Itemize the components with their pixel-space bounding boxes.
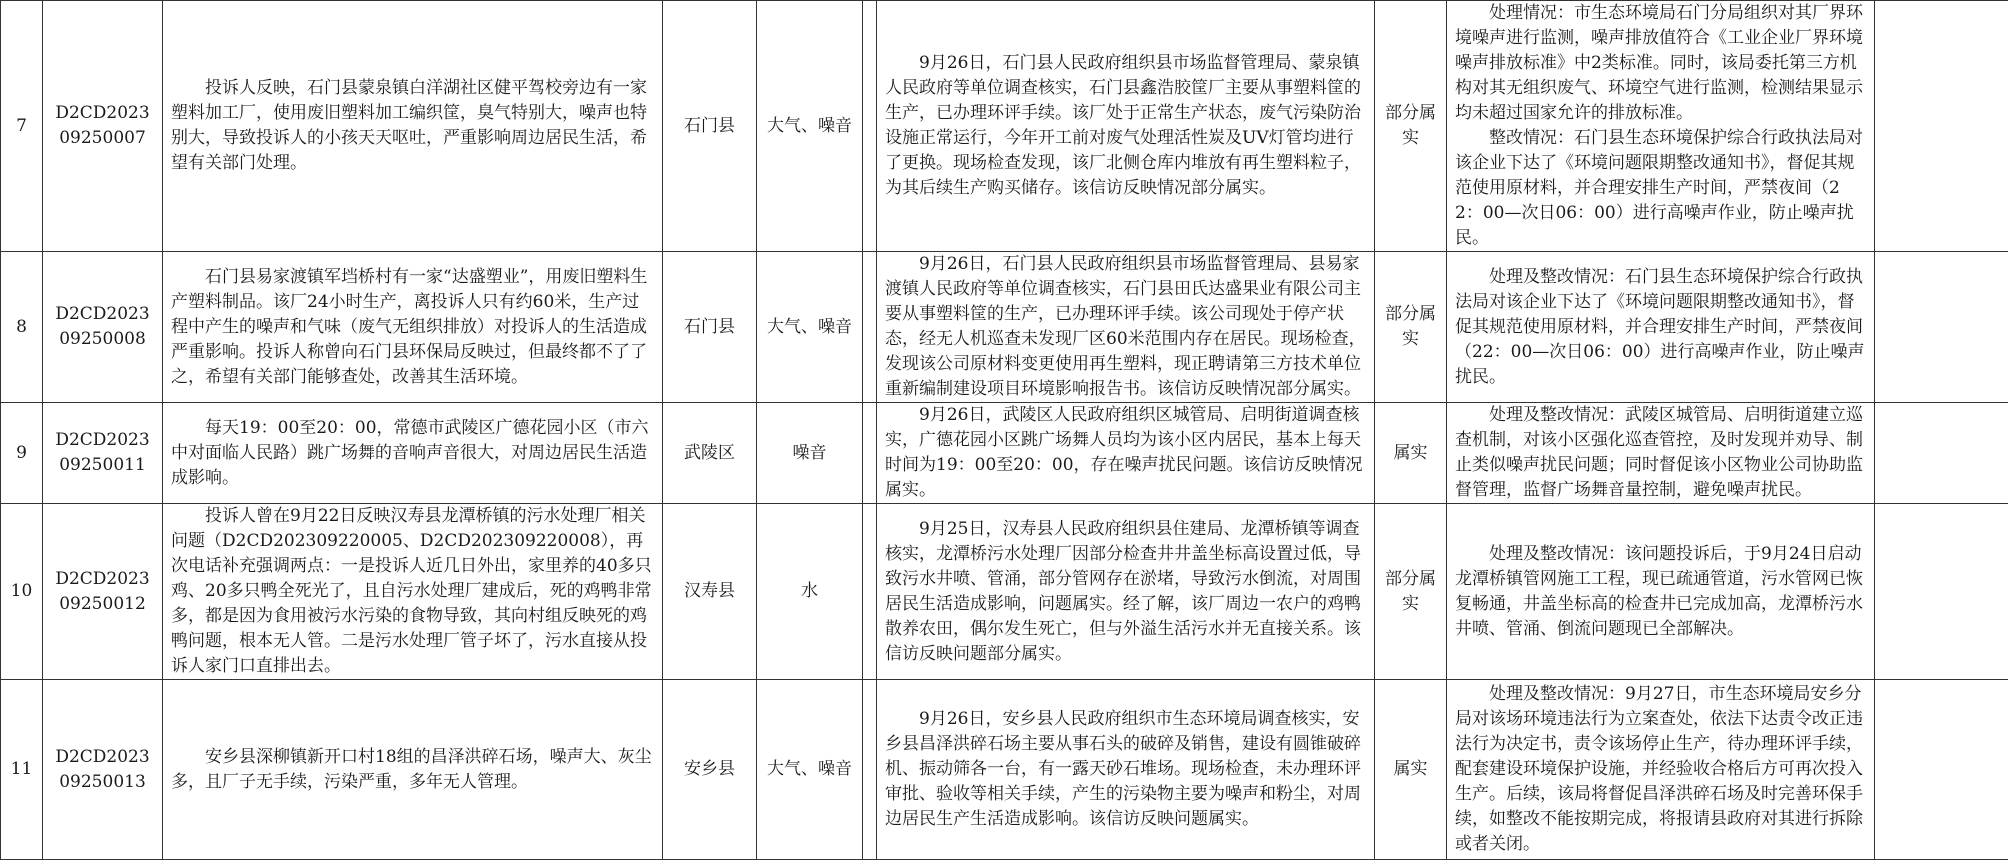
complaint-content — [163, 680, 663, 860]
case-code-line1: D2CD2023 — [51, 302, 154, 327]
handling-text: 处理及整改情况：9月27日，市生态环境局安乡分局对该场环境违法行为立案查处，依法下达责令改正违法行为决定书，责令该场停止生产，待办理环评手续，配套建设环境保护设施，并经验收合格后方可再次投入生产。后续，该局将督促昌泽洪碎石场及时完善环保手续，如整改不能按期完成，将报请县政府对其进行拆除或者关闭。 — [1455, 682, 1866, 857]
investigation-text: 9月26日，石门县人民政府组织县市场监督管理局、县易家渡镇人民政府等单位调查核实，石门县田氏达盛果业有限公司主要从事塑料筐的生产，已办理环评手续。该公司现处于停产状态，经无人机巡查未发现厂区60米范围内存在居民。现场检查，发现该公司原材料变更使用再生塑料，现正聘请第三方技术单位重新编制建设项目环境影响报告书。该信访反映情况部分属实。 — [885, 252, 1366, 402]
district: 石门县 — [663, 1, 757, 252]
verification-status: 属实 — [1375, 403, 1447, 504]
case-code-line1: D2CD2023 — [51, 101, 154, 126]
handling-text: 处理情况：市生态环境局石门分局组织对其厂界环境噪声进行监测，噪声排放值符合《工业企业厂界环境噪声排放标准》中2类标准。同时，该局委托第三方机构对其无组织废气、环境空气进行监测，检测结果显示均未超过国家允许的排放标准。 — [1455, 1, 1866, 126]
column-gap — [863, 680, 877, 860]
remarks-cell — [1875, 403, 2008, 504]
case-code-line1: D2CD2023 — [51, 428, 154, 453]
rectification-text: 整改情况：石门县生态环境保护综合行政执法局对该企业下达了《环境问题限期整改通知书》，督促其规范使用原材料，并合理安排生产时间，严禁夜间（22：00—次日06：00）进行高噪声作业，防止噪声扰民。 — [1455, 126, 1866, 251]
handling-result — [1447, 504, 1875, 680]
handling-result — [1447, 403, 1875, 504]
verification-status: 部分属实 — [1375, 504, 1447, 680]
table-row — [1, 252, 2008, 403]
handling-result — [1447, 1, 1875, 252]
row-index: 9 — [1, 403, 43, 504]
investigation-result — [877, 252, 1375, 403]
complaint-content — [163, 504, 663, 680]
investigation-text: 9月26日，武陵区人民政府组织区城管局、启明街道调查核实，广德花园小区跳广场舞人员均为该小区内居民，基本上每天时间为19：00至20：00，存在噪声扰民问题。该信访反映情况属实。 — [885, 403, 1366, 503]
row-index: 7 — [1, 1, 43, 252]
table-row — [1, 403, 2008, 504]
verification-status: 部分属实 — [1375, 1, 1447, 252]
case-code-line2: 09250013 — [51, 770, 154, 795]
investigation-text: 9月26日，安乡县人民政府组织市生态环境局调查核实，安乡县昌泽洪碎石场主要从事石头的破碎及销售，建设有圆锥破碎机、振动筛各一台，有一露天砂石堆场。现场检查，未办理环评审批、验收等相关手续，产生的污染物主要为噪声和粉尘，对周边居民生产生活造成影响。该信访反映问题属实。 — [885, 707, 1366, 832]
investigation-result — [877, 680, 1375, 860]
complaint-content — [163, 403, 663, 504]
district: 武陵区 — [663, 403, 757, 504]
investigation-text: 9月25日，汉寿县人民政府组织县住建局、龙潭桥镇等调查核实，龙潭桥污水处理厂因部分检查井井盖坐标高设置过低，导致污水井喷、管涌，部分管网存在淤堵，导致污水倒流，对周围居民生活造成影响，问题属实。经了解，该厂周边一农户的鸡鸭散养农田，偶尔发生死亡，但与外溢生活污水并无直接关系。该信访反映问题部分属实。 — [885, 517, 1366, 667]
case-code-line2: 09250012 — [51, 592, 154, 617]
verification-status: 部分属实 — [1375, 252, 1447, 403]
district: 石门县 — [663, 252, 757, 403]
case-code — [43, 252, 163, 403]
remarks-cell — [1875, 1, 2008, 252]
complaint-content — [163, 252, 663, 403]
column-gap — [863, 504, 877, 680]
column-gap — [863, 403, 877, 504]
case-code-line1: D2CD2023 — [51, 567, 154, 592]
handling-text: 处理及整改情况：武陵区城管局、启明街道建立巡查机制，对该小区强化巡查管控，及时发现并劝导、制止类似噪声扰民问题；同时督促该小区物业公司协助监督管理，监督广场舞音量控制，避免噪声扰民。 — [1455, 403, 1866, 503]
row-index: 11 — [1, 680, 43, 860]
table-row — [1, 504, 2008, 680]
investigation-result — [877, 504, 1375, 680]
pollution-type: 大气、噪音 — [757, 1, 863, 252]
complaint-content — [163, 1, 663, 252]
complaint-text: 石门县易家渡镇军垱桥村有一家“达盛塑业”，用废旧塑料生产塑料制品。该厂24小时生产，离投诉人只有约60米，生产过程中产生的噪声和气味（废气无组织排放）对投诉人的生活造成严重影响。投诉人称曾向石门县环保局反映过，但最终都不了了之，希望有关部门能够查处，改善其生活环境。 — [171, 265, 654, 390]
pollution-type: 水 — [757, 504, 863, 680]
case-code — [43, 1, 163, 252]
remarks-cell — [1875, 504, 2008, 680]
case-code — [43, 504, 163, 680]
district: 安乡县 — [663, 680, 757, 860]
row-index: 8 — [1, 252, 43, 403]
handling-text: 处理及整改情况：该问题投诉后，于9月24日启动龙潭桥镇管网施工工程，现已疏通管道，污水管网已恢复畅通，井盖坐标高的检查井已完成加高，龙潭桥污水井喷、管涌、倒流问题现已全部解决。 — [1455, 542, 1866, 642]
complaint-text: 安乡县深柳镇新开口村18组的昌泽洪碎石场，噪声大、灰尘多，且厂子无手续，污染严重，多年无人管理。 — [171, 745, 654, 795]
complaint-text: 每天19：00至20：00，常德市武陵区广德花园小区（市六中对面临人民路）跳广场舞的音响声音很大，对周边居民生活造成影响。 — [171, 416, 654, 491]
table-row — [1, 680, 2008, 860]
remarks-cell — [1875, 252, 2008, 403]
column-gap — [863, 1, 877, 252]
district: 汉寿县 — [663, 504, 757, 680]
case-code — [43, 680, 163, 860]
handling-result — [1447, 680, 1875, 860]
investigation-result — [877, 1, 1375, 252]
handling-text: 处理及整改情况：石门县生态环境保护综合行政执法局对该企业下达了《环境问题限期整改通知书》，督促其规范使用原材料，并合理安排生产时间，严禁夜间（22：00—次日06：00）进行高噪声作业，防止噪声扰民。 — [1455, 265, 1866, 390]
case-code-line1: D2CD2023 — [51, 745, 154, 770]
row-index: 10 — [1, 504, 43, 680]
pollution-type: 噪音 — [757, 403, 863, 504]
verification-status: 属实 — [1375, 680, 1447, 860]
complaint-text: 投诉人曾在9月22日反映汉寿县龙潭桥镇的污水处理厂相关问题（D2CD202309220005、D2CD202309220008），再次电话补充强调两点：一是投诉人近几日外出，家里养的40多只鸡、20多只鸭全死光了，且自污水处理厂建成后，死的鸡鸭非常多，都是因为食用被污水污染的食物导致，其向村组反映死的鸡鸭问题，根本无人管。二是污水处理厂管子坏了，污水直接从投诉人家门口直排出去。 — [171, 504, 654, 679]
case-code-line2: 09250008 — [51, 327, 154, 352]
handling-result — [1447, 252, 1875, 403]
complaint-text: 投诉人反映，石门县蒙泉镇白洋湖社区健平驾校旁边有一家塑料加工厂，使用废旧塑料加工编织筐，臭气特别大，噪声也特别大，导致投诉人的小孩天天呕吐，严重影响周边居民生活，希望有关部门处理。 — [171, 76, 654, 176]
column-gap — [863, 252, 877, 403]
table-row — [1, 1, 2008, 252]
case-code-line2: 09250011 — [51, 453, 154, 478]
pollution-type: 大气、噪音 — [757, 252, 863, 403]
investigation-text: 9月26日，石门县人民政府组织县市场监督管理局、蒙泉镇人民政府等单位调查核实，石门县鑫浩胶筐厂主要从事塑料筐的生产，已办理环评手续。该厂处于正常生产状态，废气污染防治设施正常运行，今年开工前对废气处理活性炭及UV灯管均进行了更换。现场检查发现，该厂北侧仓库内堆放有再生塑料粒子，为其后续生产购买储存。该信访反映情况部分属实。 — [885, 51, 1366, 201]
case-code — [43, 403, 163, 504]
remarks-cell — [1875, 680, 2008, 860]
investigation-result — [877, 403, 1375, 504]
case-code-line2: 09250007 — [51, 126, 154, 151]
pollution-type: 大气、噪音 — [757, 680, 863, 860]
